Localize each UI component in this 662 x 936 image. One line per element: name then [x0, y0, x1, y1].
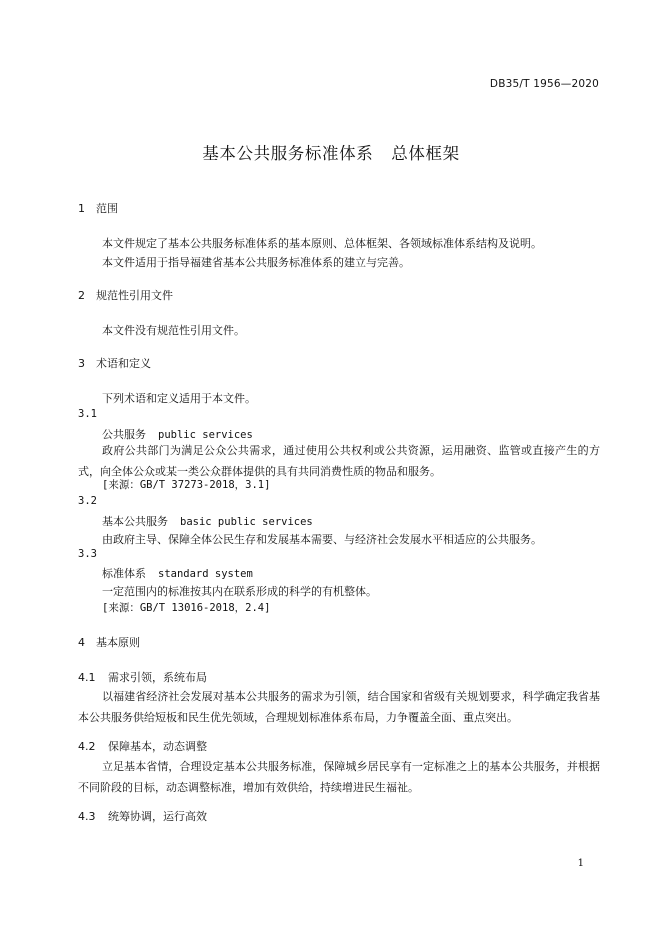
title-sub: 总体框架	[391, 144, 460, 163]
title-main: 基本公共服务标准体系	[202, 144, 374, 163]
term-definition: 一定范围内的标准按其内在联系形成的科学的有机整体。	[102, 585, 377, 598]
section-4-heading	[78, 634, 140, 650]
paragraph: 本文件适用于指导福建省基本公共服务标准体系的建立与完善。	[102, 256, 410, 269]
term-heading	[102, 513, 313, 529]
section-number: 2	[78, 289, 85, 302]
subsection-4-1-heading	[78, 669, 207, 685]
term-zh: 基本公共服务	[102, 515, 168, 528]
term-en: public services	[158, 429, 253, 441]
section-title: 术语和定义	[96, 357, 151, 370]
section-title: 规范性引用文件	[96, 289, 173, 302]
section-1-heading	[78, 200, 118, 216]
subsection-title: 统筹协调，运行高效	[108, 810, 207, 823]
document-title	[0, 140, 662, 164]
term-heading	[102, 565, 253, 581]
paragraph: 本文件没有规范性引用文件。	[102, 324, 245, 337]
term-en: standard system	[158, 568, 253, 580]
term-number: 3.1	[78, 408, 97, 420]
page-number: 1	[577, 858, 584, 869]
term-number: 3.2	[78, 495, 97, 507]
subsection-title: 需求引领，系统布局	[108, 671, 207, 684]
section-3-heading	[78, 355, 151, 371]
term-zh: 标准体系	[102, 567, 146, 580]
section-number: 4	[78, 636, 85, 649]
section-title: 范围	[96, 202, 118, 215]
subsection-number: 4.1	[78, 671, 96, 684]
subsection-number: 4.3	[78, 810, 96, 823]
term-en: basic public services	[180, 516, 313, 528]
subsection-4-3-heading	[78, 808, 207, 824]
term-source: [来源：GB/T 37273-2018，3.1]	[102, 479, 271, 491]
term-zh: 公共服务	[102, 428, 146, 441]
section-number: 1	[78, 202, 85, 215]
paragraph: 以福建省经济社会发展对基本公共服务的需求为引领，结合国家和省级有关规划要求，科学确定我省基本公共服务供给短板和民生优先领域，合理规划标准体系布局，力争覆盖全面、重点突出。	[78, 690, 600, 724]
section-number: 3	[78, 357, 85, 370]
paragraph: 立足基本省情，合理设定基本公共服务标准，保障城乡居民享有一定标准之上的基本公共服务，并根据不同阶段的目标，动态调整标准，增加有效供给，持续增进民生福祉。	[78, 760, 600, 794]
subsection-4-2-heading	[78, 738, 207, 754]
section-title: 基本原则	[96, 636, 140, 649]
term-number: 3.3	[78, 548, 97, 560]
paragraph: 本文件规定了基本公共服务标准体系的基本原则、总体框架、各领域标准体系结构及说明。	[102, 237, 542, 250]
document-code: DB35/T 1956—2020	[489, 78, 599, 90]
term-source: [来源：GB/T 13016-2018，2.4]	[102, 602, 271, 614]
paragraph: 下列术语和定义适用于本文件。	[102, 392, 256, 405]
subsection-number: 4.2	[78, 740, 96, 753]
section-2-heading	[78, 287, 173, 303]
term-definition: 由政府主导、保障全体公民生存和发展基本需要、与经济社会发展水平相适应的公共服务。	[102, 533, 542, 546]
subsection-title: 保障基本，动态调整	[108, 740, 207, 753]
term-definition: 政府公共部门为满足公众公共需求，通过使用公共权利或公共资源，运用融资、监管或直接产生的方式，向全体公众或某一类公众群体提供的具有共同消费性质的物品和服务。	[78, 444, 600, 478]
